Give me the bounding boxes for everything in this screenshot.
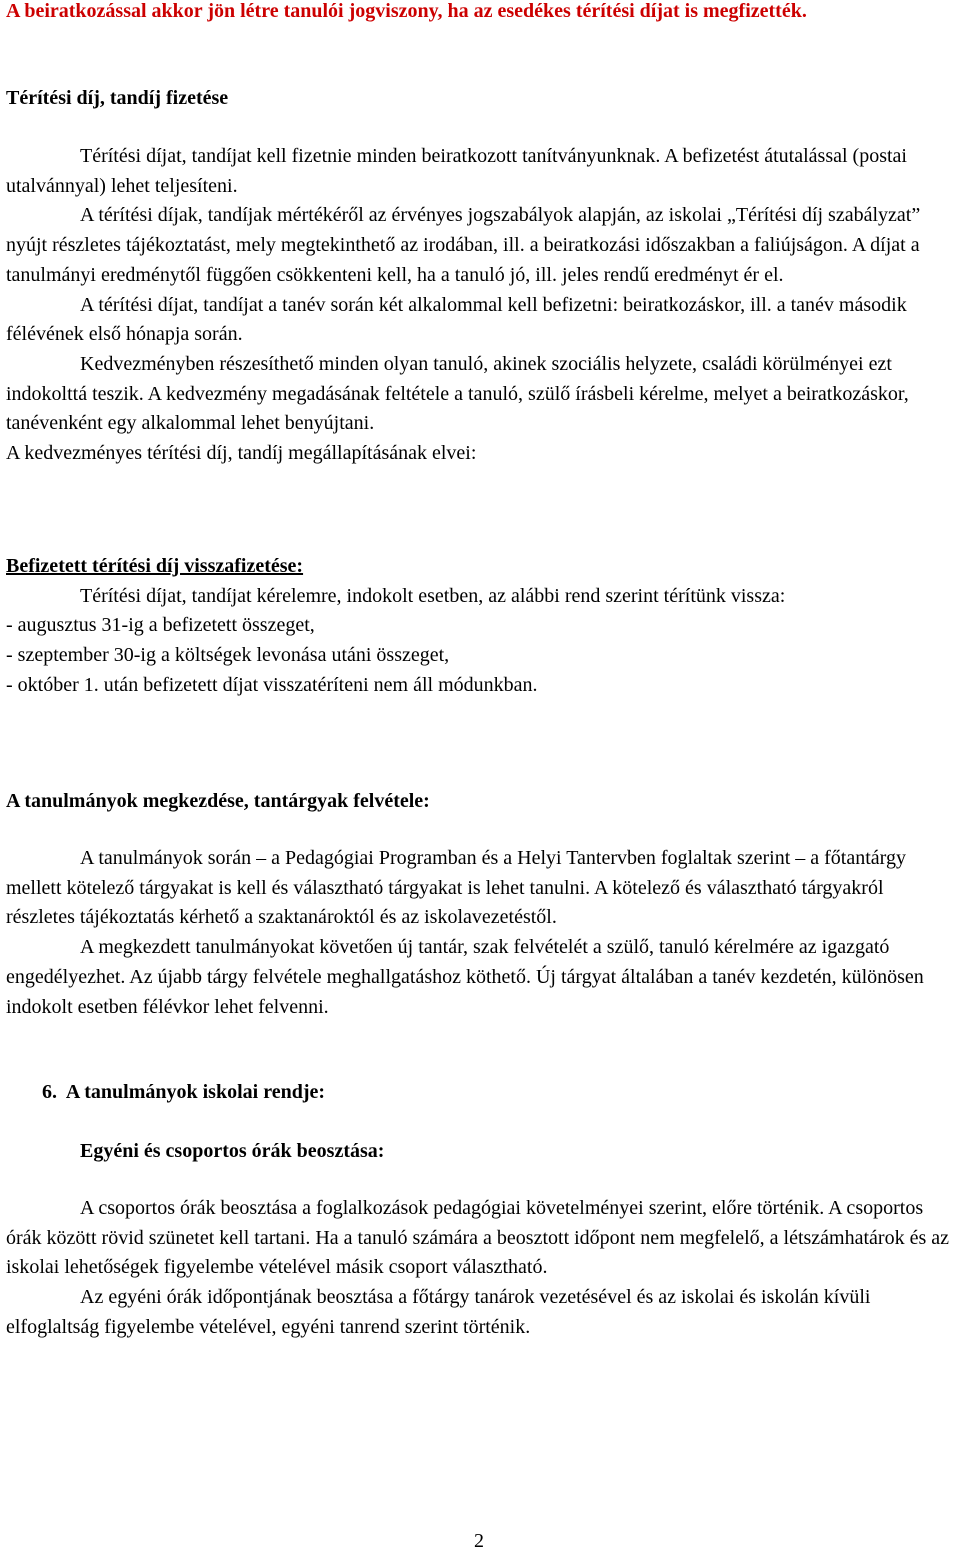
fee-section-body bbox=[6, 142, 956, 469]
fee-paragraph-5: A kedvezményes térítési díj, tandíj megállapításának elvei: bbox=[6, 442, 477, 465]
refund-item-1: - augusztus 31-ig a befizetett összeget, bbox=[6, 614, 315, 637]
order-heading-text: A tanulmányok iskolai rendje: bbox=[65, 1081, 326, 1103]
refund-section bbox=[6, 552, 956, 701]
start-heading: A tanulmányok megkezdése, tantárgyak felvétele: bbox=[6, 790, 430, 812]
refund-intro: Térítési díjat, tandíjat kérelemre, indokolt esetben, az alábbi rend szerint térítünk vissza: bbox=[80, 584, 786, 607]
page-number: 2 bbox=[474, 1530, 484, 1552]
order-heading bbox=[42, 1078, 942, 1108]
section-number: 6. bbox=[42, 1081, 57, 1103]
fee-heading: Térítési díj, tandíj fizetése bbox=[6, 87, 229, 109]
start-paragraph-1: A tanulmányok során – a Pedagógiai Programban és a Helyi Tantervben foglaltak szerint – a főtantárgy mellett kötelező tárgyakat is kell és választható tárgyakat is lehet tanulni. A kötelező és választható tárgyakról részletes tájékoztatás kérhető a szaktanároktól és az iskolavezetéstől. bbox=[6, 847, 906, 929]
refund-heading: Befizetett térítési díj visszafizetése: bbox=[6, 555, 304, 577]
start-paragraph-2: A megkezdett tanulmányokat követően új tantár, szak felvételét a szülő, tanuló kérelmére az igazgató engedélyezhet. Az újabb tárgy felvétele meghallgatáshoz köthető. Új tárgyat általában a tanév kezdetén, különösen indokolt esetben félévkor lehet felvenni. bbox=[6, 936, 924, 1018]
refund-item-2: - szeptember 30-ig a költségek levonása utáni összeget, bbox=[6, 644, 450, 667]
start-section-body bbox=[6, 844, 956, 1022]
order-section-body bbox=[6, 1194, 956, 1343]
order-paragraph-2: Az egyéni órák időpontjának beosztása a főtárgy tanárok vezetésével és az iskolai és iskolán kívüli elfoglaltság figyelembe vételével, egyéni tanrend szerint történik. bbox=[6, 1286, 871, 1338]
fee-paragraph-4: Kedvezményben részesíthető minden olyan tanuló, akinek szociális helyzete, családi körülményei ezt indokolttá teszik. A kedvezmény megadásának feltétele a tanuló, szülő írásbeli kérelme, melyet a beiratkozáskor, tanévenként egy alkalommal lehet benyújtani. bbox=[6, 352, 909, 435]
fee-paragraph-3: A térítési díjat, tandíjat a tanév során két alkalommal kell befizetni: beiratkozáskor, ill. a tanév második félévének első hónapja során. bbox=[6, 293, 907, 346]
refund-item-3: - október 1. után befizetett díjat visszatéríteni nem áll módunkban. bbox=[6, 673, 538, 696]
order-paragraph-1: A csoportos órák beosztása a foglalkozások pedagógiai követelményei szerint, előre történik. A csoportos órák között rövid szünetet kell tartani. Ha a tanuló számára a beosztott időpont nem megfelelő, a létszámhatárok és az iskolai lehetőségek figyelembe vételével másik csoport választható. bbox=[6, 1197, 949, 1279]
intro-notice: A beiratkozással akkor jön létre tanulói jogviszony, ha az esedékes térítési díjat is megfizették. bbox=[6, 0, 807, 22]
fee-paragraph-1: Térítési díjat, tandíjat kell fizetnie minden beiratkozott tanítványunknak. A befizetést átutalással (postai utalvánnyal) lehet teljesíteni. bbox=[6, 145, 907, 197]
fee-paragraph-2: A térítési díjak, tandíjak mértékéről az érvényes jogszabályok alapján, az iskolai „Térítési díj szabályzat” nyújt részletes tájékoztatást, mely megtekinthető az irodában, ill. a beiratkozási időszakban a faliújságon. A díjat a tanulmányi eredménytől függően csökkenteni kell, ha a tanuló jó, ill. jeles rendű eredményt ér el. bbox=[6, 204, 921, 286]
order-subheading: Egyéni és csoportos órák beosztása: bbox=[80, 1140, 385, 1162]
